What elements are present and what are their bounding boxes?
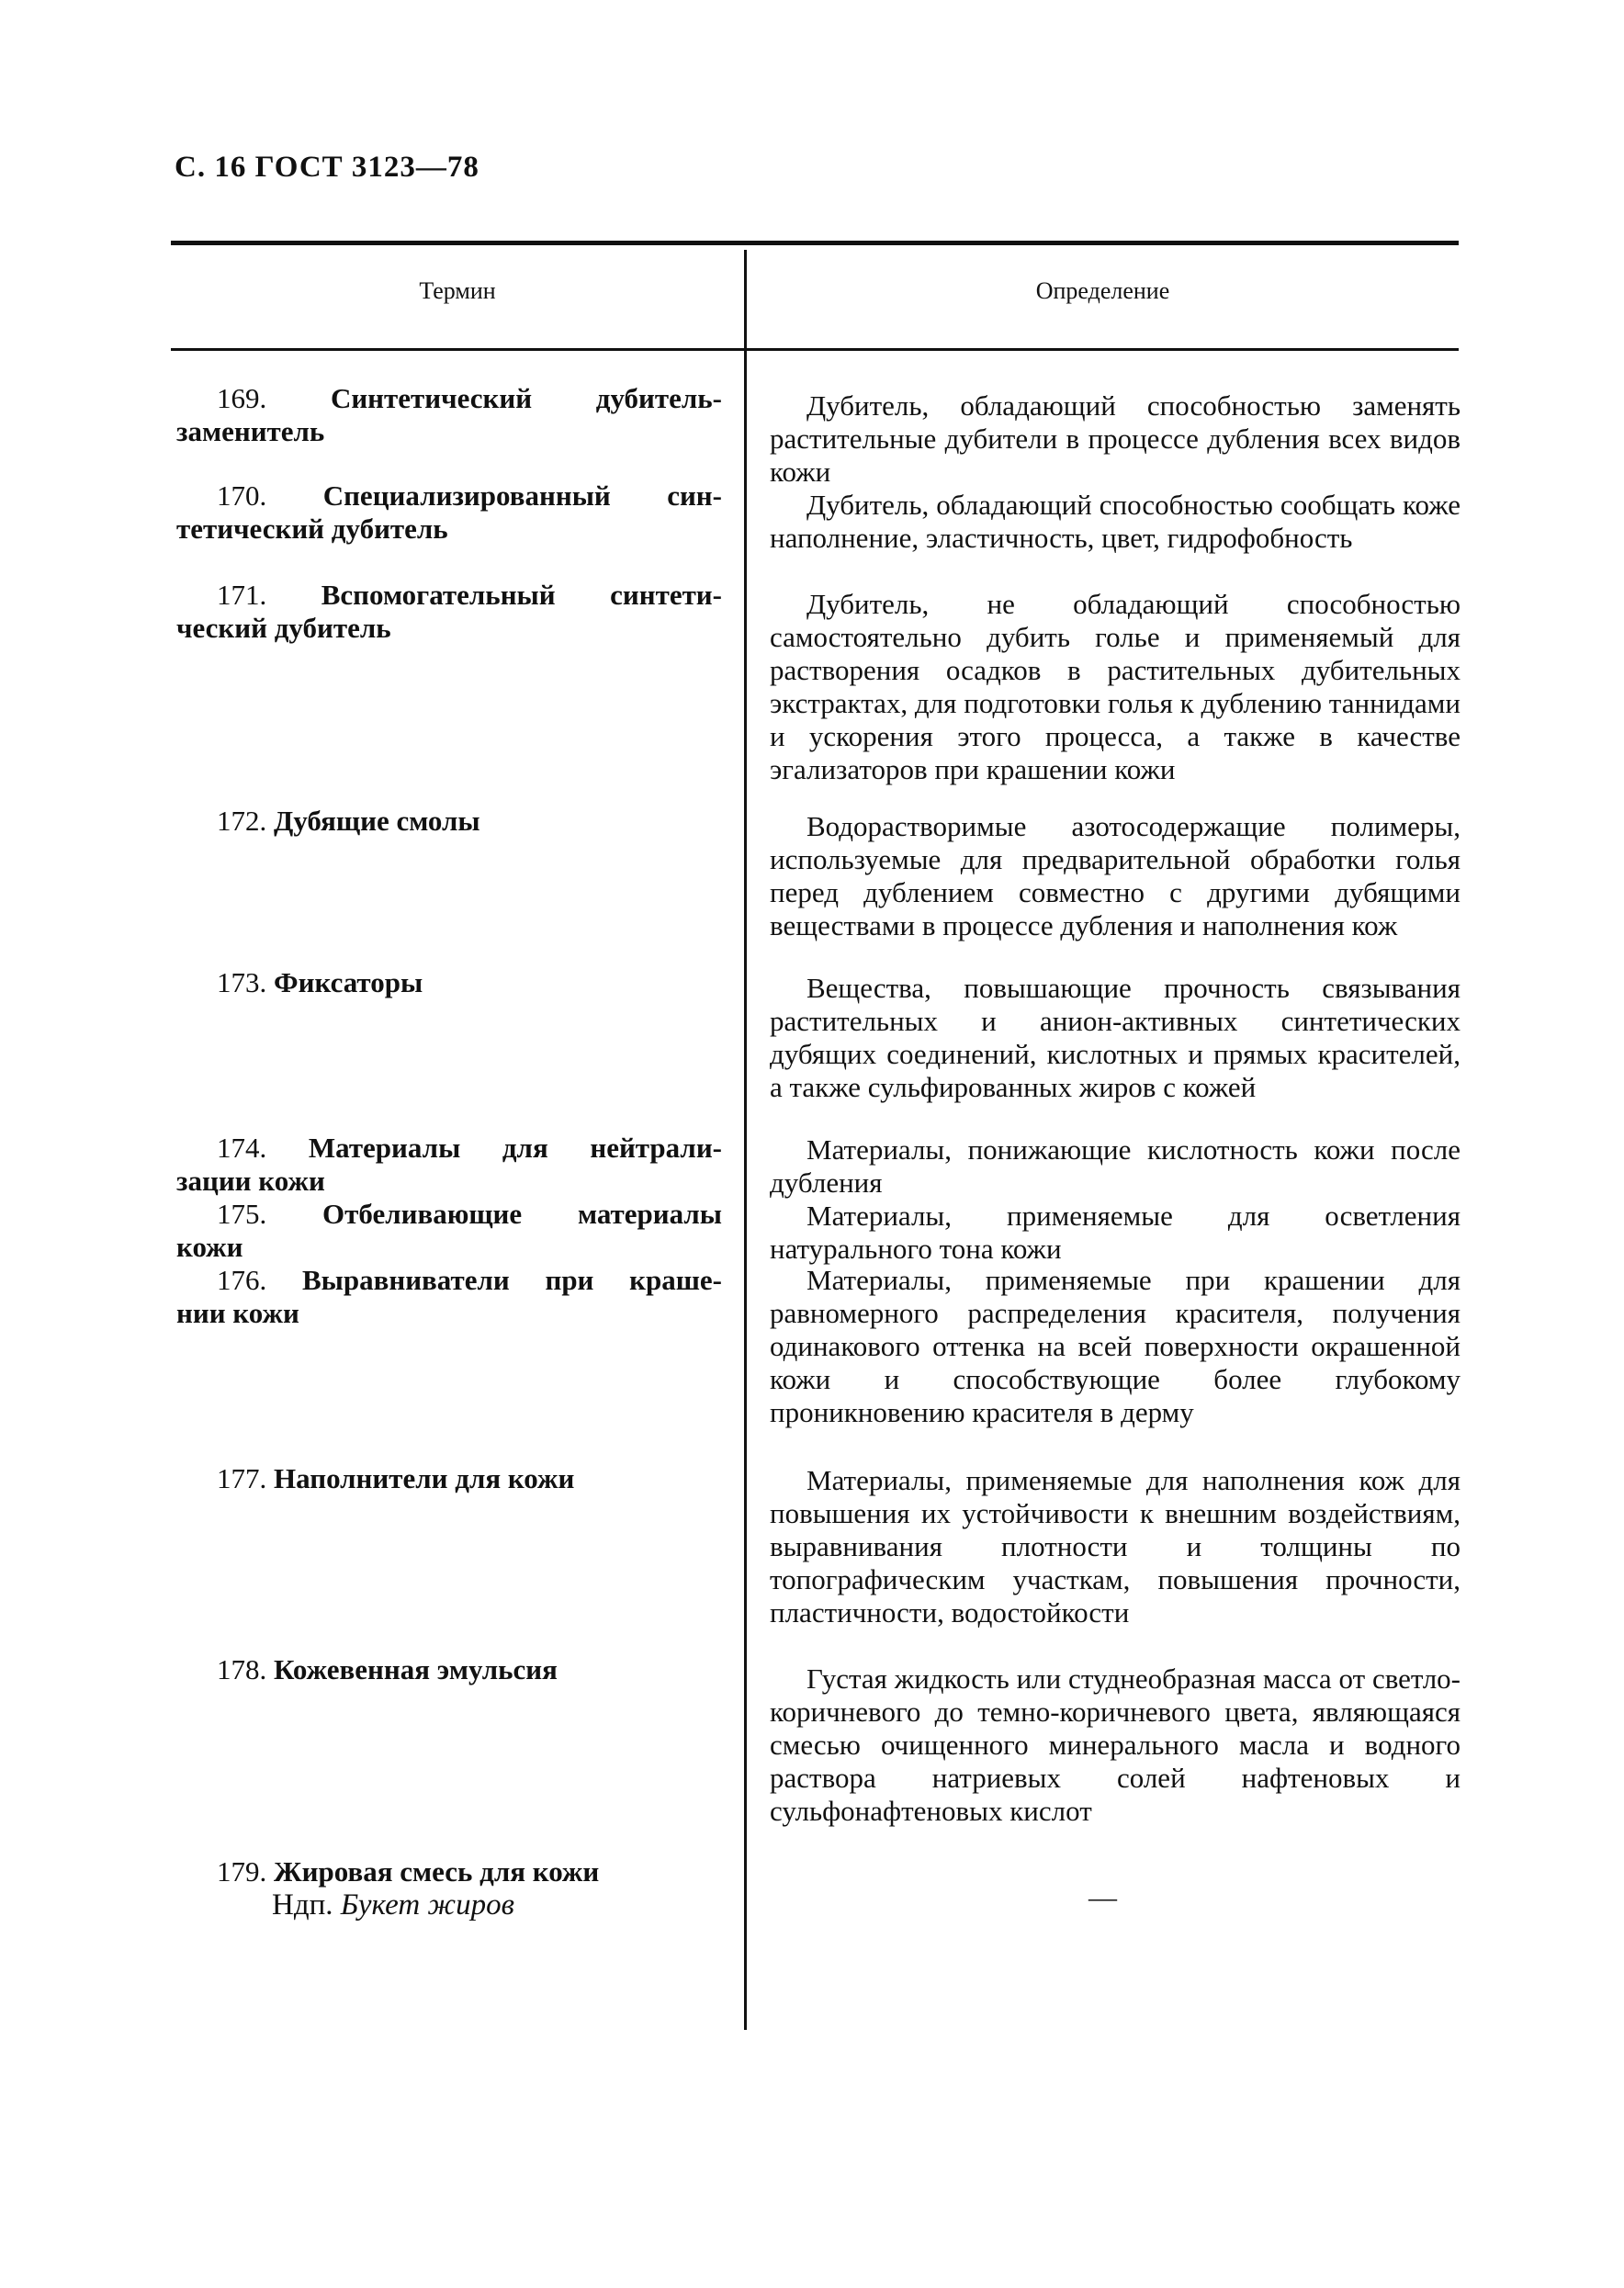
term-number: 169. <box>217 382 267 414</box>
definition-178: Густая жидкость или студнеобразная масса от светло-коричневого до темно-коричневого цвета, являющаяся смесью очищенного минерального масла и водного раствора натриевых солей нафтеновых и сульфонафтеновых кислот <box>770 1662 1460 1827</box>
deprecated-term-label: Букет жиров <box>340 1888 514 1922</box>
term-number: 173. <box>217 966 267 998</box>
term-label-continued: заменитель <box>176 415 325 447</box>
term-169 <box>176 382 722 448</box>
term-label: Материалы для нейтрали- <box>308 1132 723 1164</box>
definition-177: Материалы, применяемые для наполнения кож для повышения их устойчивости к внешним воздействиям, выравнивания плотности и толщины по топографическим участкам, повышения прочности, пластичности, водостойкости <box>770 1464 1460 1629</box>
term-label: Наполнители для кожи <box>274 1462 575 1494</box>
term-number: 172. <box>217 805 267 837</box>
term-label-continued: ческий дубитель <box>176 612 391 644</box>
term-label-continued: нии кожи <box>176 1297 299 1329</box>
table-header-rule <box>171 348 1459 351</box>
definition-175: Материалы, применяемые для осветления натурального тона кожи <box>770 1200 1460 1265</box>
term-175 <box>176 1198 722 1264</box>
column-header-term: Термин <box>419 277 496 304</box>
term-label-continued: кожи <box>176 1231 243 1263</box>
definition-176: Материалы, применяемые при крашении для равномерного распределения красителя, получения одинакового оттенка на всей поверхности окрашенной кожи и способствующие более глубокому проникновению красителя в дерму <box>770 1264 1460 1428</box>
term-number: 170. <box>217 479 267 512</box>
term-label: Специализированный син- <box>322 479 722 512</box>
term-label: Фиксаторы <box>274 966 423 998</box>
definition-169: Дубитель, обладающий способностью заменять растительные дубители в процессе дубления всех видов кожи <box>770 389 1460 488</box>
term-number: 177. <box>217 1462 267 1494</box>
term-171 <box>176 579 722 645</box>
definition-179-dash: — <box>1088 1881 1117 1913</box>
term-number: 176. <box>217 1264 267 1296</box>
definition-174: Материалы, понижающие кислотность кожи после дубления <box>770 1133 1460 1199</box>
term-178 <box>176 1653 722 1686</box>
term-number: 175. <box>217 1198 267 1230</box>
deprecated-prefix: Ндп. <box>272 1888 333 1922</box>
term-label: Дубящие смолы <box>274 805 480 837</box>
term-number: 179. <box>217 1855 267 1888</box>
term-label: Жировая смесь для кожи <box>274 1855 600 1888</box>
term-170 <box>176 479 722 546</box>
term-label: Кожевенная эмульсия <box>274 1653 558 1685</box>
term-label-continued: зации кожи <box>176 1165 325 1197</box>
term-number: 174. <box>217 1132 267 1164</box>
definition-170: Дубитель, обладающий способностью сообщать коже наполнение, эластичность, цвет, гидрофобность <box>770 489 1460 554</box>
term-179 <box>176 1855 722 1922</box>
definition-172: Водорастворимые азотосодержащие полимеры, используемые для предварительной обработки голья перед дублением совместно с другими дубящими веществами в процессе дубления и наполнения кож <box>770 810 1460 941</box>
term-173 <box>176 966 722 999</box>
page-header: С. 16 ГОСТ 3123—78 <box>175 151 479 184</box>
definition-173: Вещества, повышающие прочность связывания растительных и анион-активных синтетических дубящих соединений, кислотных и прямых красителей, а также сульфированных жиров с кожей <box>770 972 1460 1103</box>
deprecated-term <box>176 1888 722 1922</box>
column-header-definition: Определение <box>1035 277 1170 304</box>
term-label: Выравниватели при краше- <box>301 1264 722 1296</box>
term-number: 171. <box>217 579 267 611</box>
table-top-rule <box>171 241 1459 245</box>
term-174 <box>176 1132 722 1198</box>
column-divider <box>744 250 747 2030</box>
term-177 <box>176 1462 722 1495</box>
term-label: Отбеливающие материалы <box>322 1198 722 1230</box>
term-label-continued: тетический дубитель <box>176 513 448 545</box>
term-label: Вспомогательный синтети- <box>321 579 722 611</box>
term-label: Синтетический дубитель- <box>330 382 722 414</box>
term-176 <box>176 1264 722 1330</box>
term-172 <box>176 805 722 838</box>
definition-171: Дубитель, не обладающий способностью самостоятельно дубить голье и применяемый для растворения осадков в растительных дубительных экстрактах, для подготовки голья к дублению таннидами и ускорения этого процесса, а также в качестве эгализаторов при крашении кожи <box>770 588 1460 785</box>
term-number: 178. <box>217 1653 267 1685</box>
